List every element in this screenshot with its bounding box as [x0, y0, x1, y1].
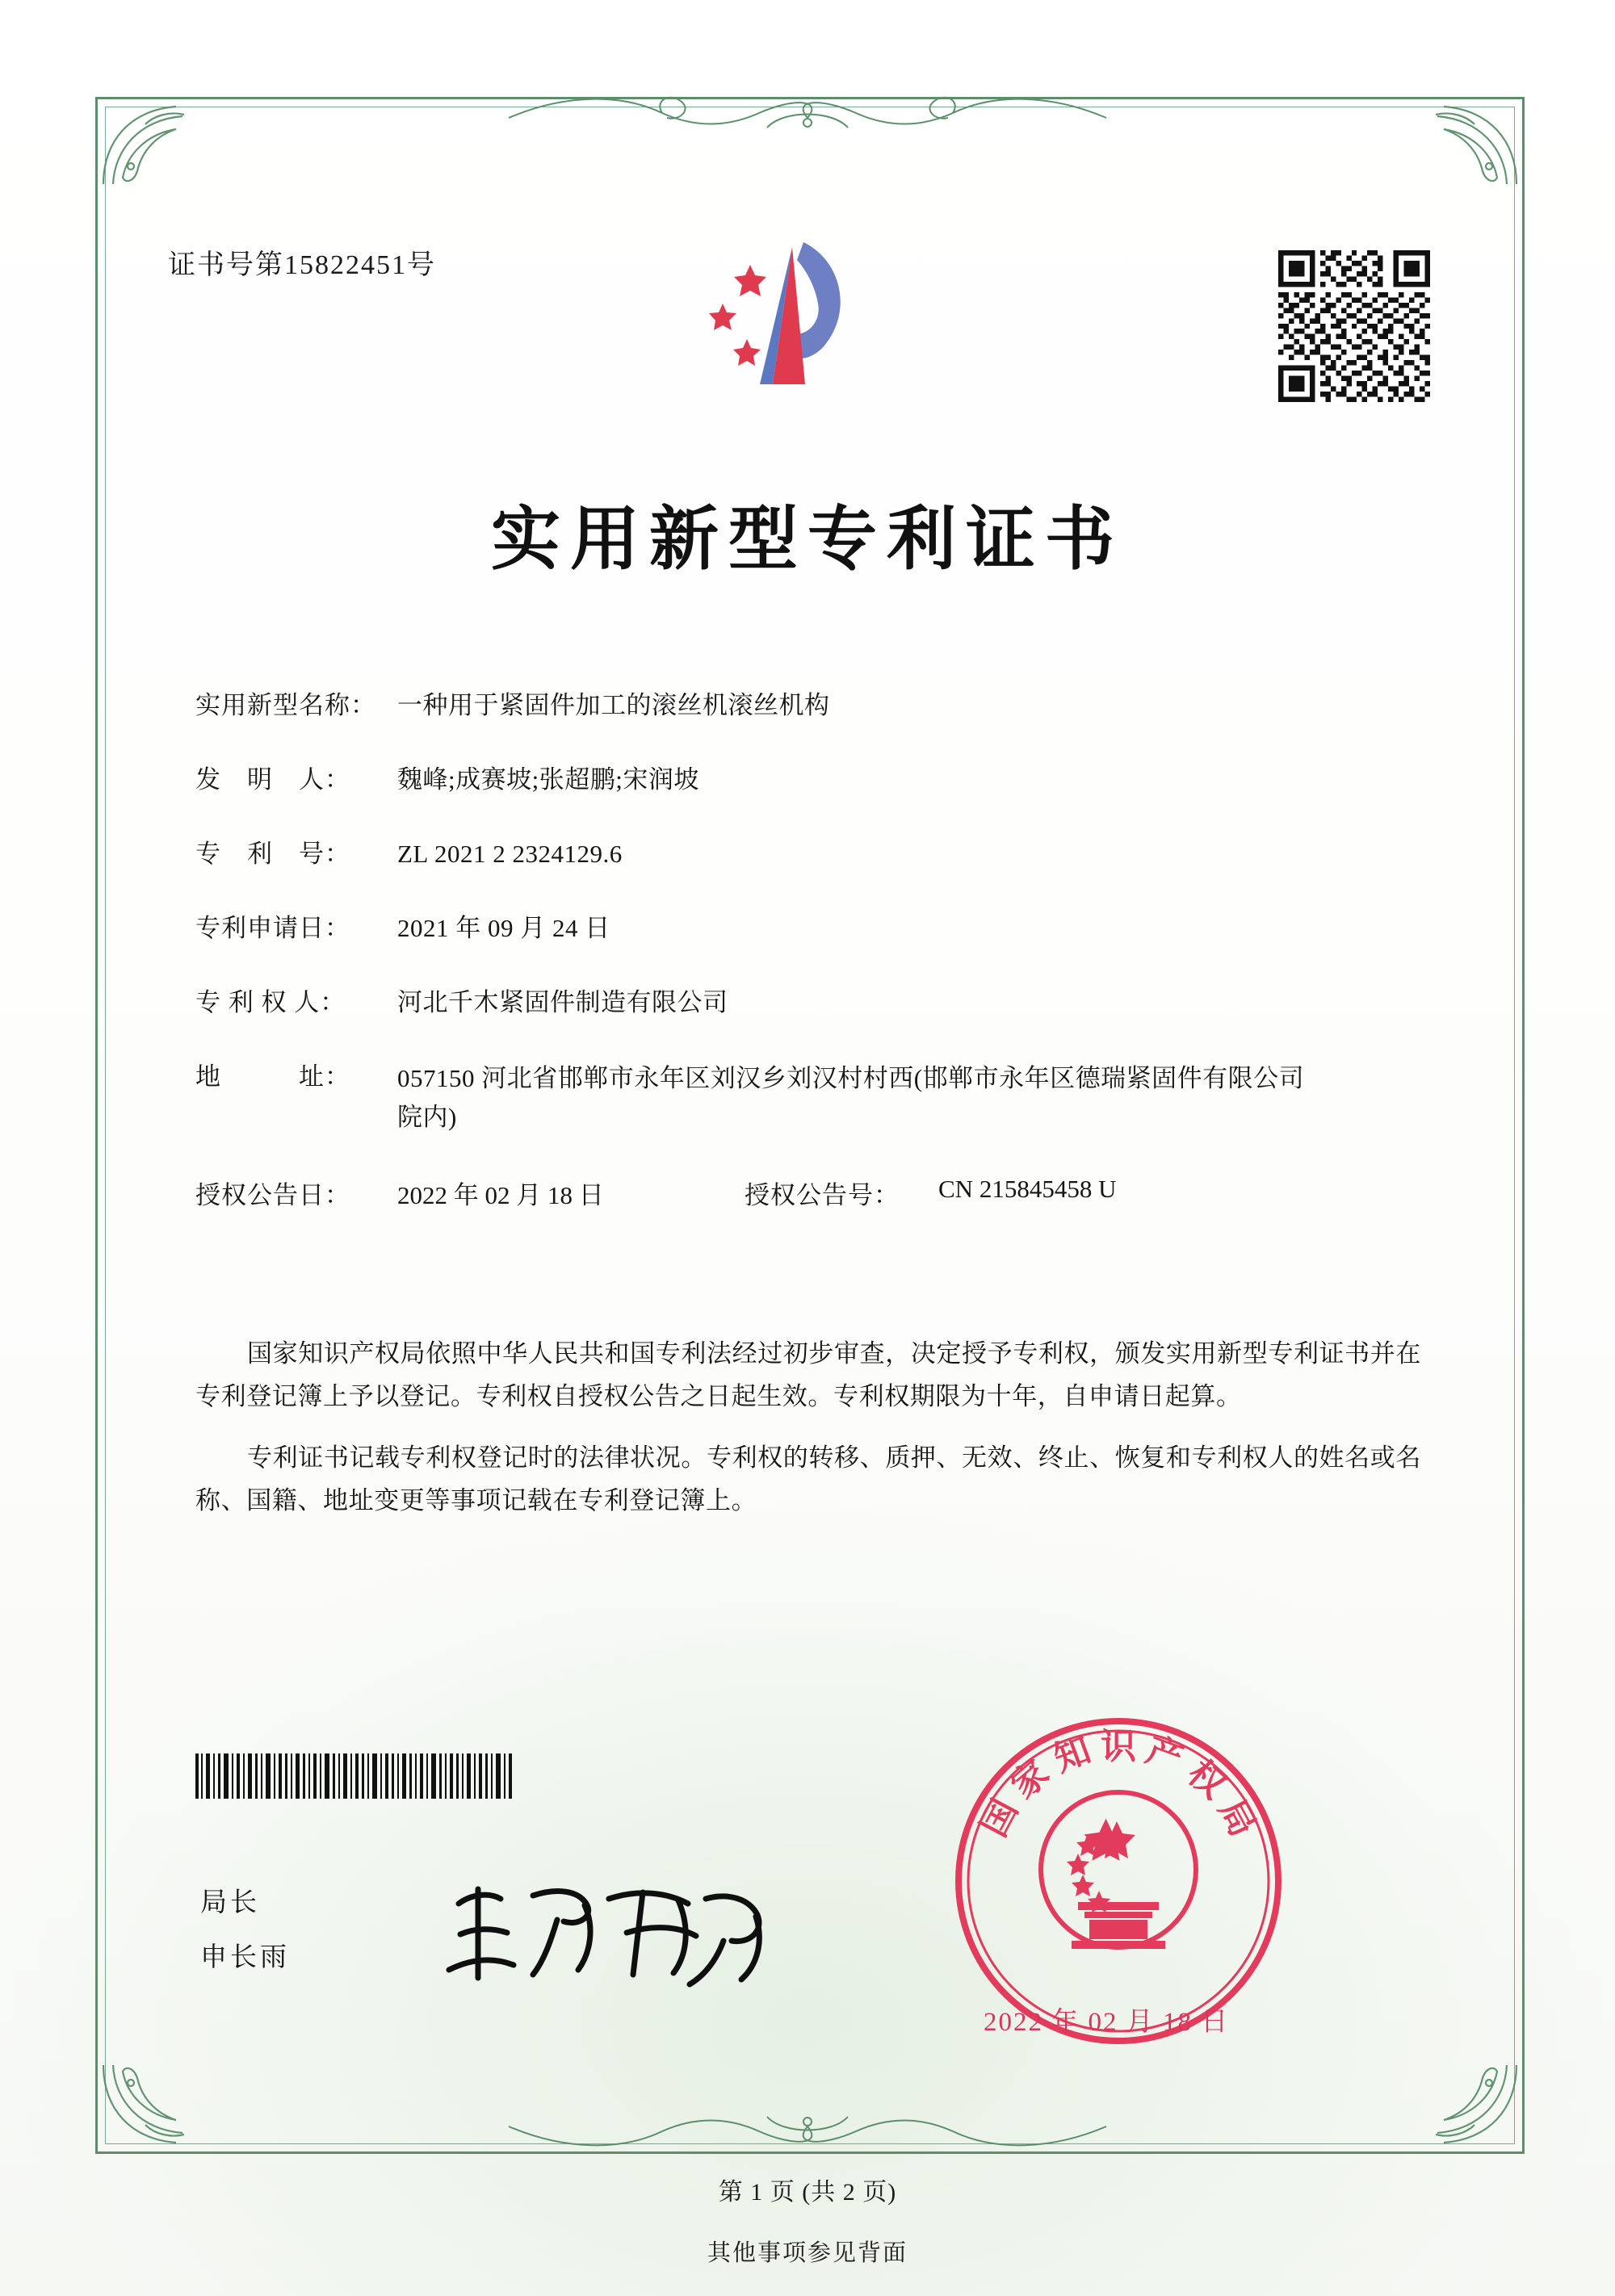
legal-text [195, 1332, 1421, 1540]
seal-date: 2022 年 02 月 18 日 [984, 2008, 1230, 2037]
bottom-flourish-ornament [501, 2109, 1114, 2159]
field-value: 2021 年 09 月 24 日 [397, 913, 610, 942]
svg-text:产: 产 [1140, 1729, 1189, 1781]
qr-code [1278, 250, 1430, 402]
field-utility-model-name [195, 688, 1423, 724]
cnipa-logo-icon [682, 233, 900, 406]
field-value: 057150 河北省邯郸市永年区刘汉乡刘汉村村西(邯郸市永年区德瑞紧固件有限公司院内) [397, 1063, 1305, 1131]
corner-ornament-top-right [1400, 100, 1521, 189]
page-title: 实用新型专利证书 [491, 498, 1124, 580]
certificate-number: 证书号第15822451号 [168, 250, 436, 280]
svg-text:国: 国 [973, 1792, 1026, 1844]
grant-number-label: 授权公告号： [745, 1180, 900, 1209]
paragraph-grant-statement: 国家知识产权局依照中华人民共和国专利法经过初步审查，决定授予专利权，颁发实用新型专利证书并在专利登记簿上予以登记。专利权自授权公告之日起生效。专利权期限为十年，自申请日起算。 [195, 1339, 1421, 1411]
field-value: 一种用于紧固件加工的滚丝机滚丝机构 [397, 691, 830, 719]
certificate-fields [195, 688, 1423, 1235]
field-value: 河北千木紧固件制造有限公司 [397, 987, 728, 1016]
svg-text:权: 权 [1179, 1752, 1234, 1808]
director-title-label: 局长 [200, 1888, 260, 1917]
director-signature [436, 1857, 775, 2002]
field-label: 专 利 权 人： [195, 987, 346, 1016]
field-label: 专利申请日： [195, 913, 350, 942]
field-value: ZL 2021 2 2324129.6 [397, 839, 623, 868]
grant-date-label: 授权公告日： [195, 1180, 350, 1209]
field-grant-row [195, 1175, 1423, 1211]
field-label: 地 址： [195, 1062, 350, 1091]
grant-number-value: CN 215845458 U [938, 1174, 1117, 1203]
corner-ornament-top-left [99, 100, 220, 189]
field-label: 专 利 号： [195, 839, 350, 868]
field-patent-number [195, 836, 1423, 873]
field-address [195, 1059, 1423, 1137]
top-flourish-ornament [501, 86, 1114, 136]
svg-text:识: 识 [1101, 1726, 1136, 1767]
back-side-note: 其他事项参见背面 [707, 2240, 908, 2266]
svg-text:家: 家 [1003, 1752, 1058, 1808]
official-seal [949, 1712, 1288, 2051]
field-inventors [195, 762, 1423, 798]
corner-ornament-bottom-right [1400, 2060, 1521, 2149]
grant-date-value: 2022 年 02 月 18 日 [397, 1180, 604, 1209]
field-label: 发 明 人： [195, 765, 350, 794]
svg-text:知: 知 [1048, 1729, 1097, 1781]
corner-ornament-bottom-left [99, 2060, 220, 2149]
svg-text:局: 局 [1210, 1792, 1264, 1844]
director-name-label: 申长雨 [200, 1943, 290, 1972]
field-value: 魏峰;成赛坡;张超鹏;宋润坡 [397, 765, 699, 794]
barcode [195, 1753, 615, 1799]
field-patentee [195, 985, 1423, 1021]
paragraph-registry-statement: 专利证书记载专利权登记时的法律状况。专利权的转移、质押、无效、终止、恢复和专利权人的姓名或名称、国籍、地址变更等事项记载在专利登记簿上。 [195, 1443, 1421, 1515]
field-application-date [195, 911, 1423, 947]
field-label: 实用新型名称： [195, 691, 376, 719]
page-indicator: 第 1 页 (共 2 页) [718, 2179, 897, 2206]
